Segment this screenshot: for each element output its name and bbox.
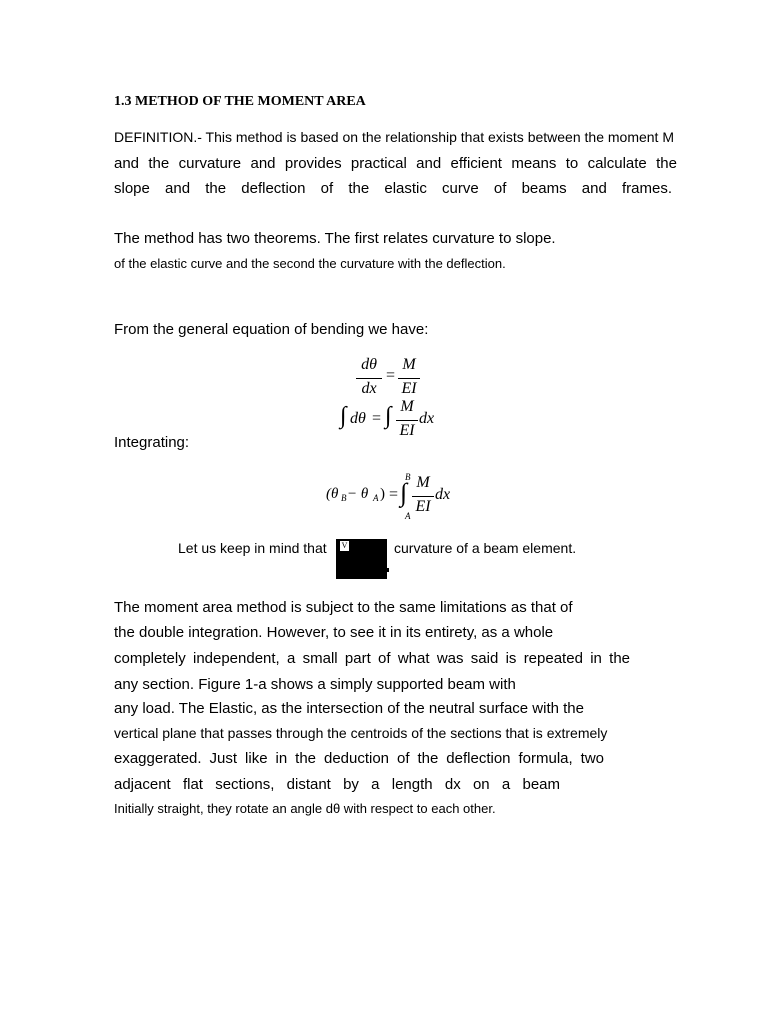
definition-line-3: slope and the deflection of the elastic curve of beams and frames. [114,180,672,197]
eq3-sub-A: A [373,493,379,503]
body-line-9: Initially straight, they rotate an angle dθ with respect to each other. [114,801,496,816]
eq3-sub-B: B [341,493,347,503]
body-line-4: any section. Figure 1-a shows a simply supported beam with [114,676,516,693]
eq3-denominator-EI: EI [415,498,431,515]
body-line-2: the double integration. However, to see it in its entirety, as a whole [114,624,554,641]
body-line-7: exaggerated. Just like in the deduction of the deflection formula, two [114,750,604,767]
box-tick [387,568,389,572]
eq3-lower-limit: A [405,511,411,521]
eq2-integral-left: ∫ [340,403,347,429]
eq3-theta-open: (θ [326,486,339,502]
eq1-fraction-bar-right [398,378,420,379]
black-image-placeholder [336,539,387,579]
eq2-fraction-bar [396,420,418,421]
eq1-fraction-bar-left [356,378,382,379]
definition-line-1: DEFINITION.- This method is based on the relationship that exists between the moment M [114,129,674,145]
eq3-integral: ∫ [400,478,408,507]
body-line-5: any load. The Elastic, as the intersection of the neutral surface with the [114,700,584,717]
eq2-denominator-EI: EI [399,422,415,439]
eq1-denominator-dx: dx [361,380,377,397]
keep-in-mind-text: Let us keep in mind that [178,540,327,556]
eq1-denominator-EI: EI [401,380,417,397]
eq3-minus-theta: − θ [347,486,369,502]
eq2-dtheta: dθ [350,410,366,427]
eq1-numerator-dtheta: dθ [361,356,377,373]
eq1-equals: = [386,367,396,384]
section-heading: 1.3 METHOD OF THE MOMENT AREA [114,94,366,109]
eq2-equals: = [372,410,382,427]
box-glyph: V [341,541,348,550]
theorems-line-1: The method has two theorems. The first relates curvature to slope. [114,230,556,247]
body-line-8: adjacent flat sections, distant by a length dx on a beam [114,776,560,793]
body-line-6: vertical plane that passes through the centroids of the sections that is extremely [114,725,608,741]
eq3-close-paren: ) [380,486,385,502]
eq3-dx: dx [435,486,451,503]
eq2-dx: dx [419,410,435,427]
eq2-numerator-M: M [400,398,414,415]
eq3-upper-limit: B [405,472,411,482]
eq3-equals: = [389,486,399,503]
body-line-1: The moment area method is subject to the same limitations as that of [114,599,573,616]
eq2-integral-right: ∫ [385,403,392,429]
body-line-3: completely independent, a small part of what was said is repeated in the [114,650,630,667]
general-equation-text: From the general equation of bending we have: [114,321,429,338]
eq3-numerator-M: M [416,474,430,491]
definition-line-2: and the curvature and provides practical and efficient means to calculate the [114,155,677,172]
integrating-text: Integrating: [114,434,190,451]
eq1-numerator-M: M [402,356,416,373]
keep-in-mind-end-text: curvature of a beam element. [394,540,577,556]
theorems-line-2: of the elastic curve and the second the curvature with the deflection. [114,256,506,271]
eq3-fraction-bar [412,496,434,497]
